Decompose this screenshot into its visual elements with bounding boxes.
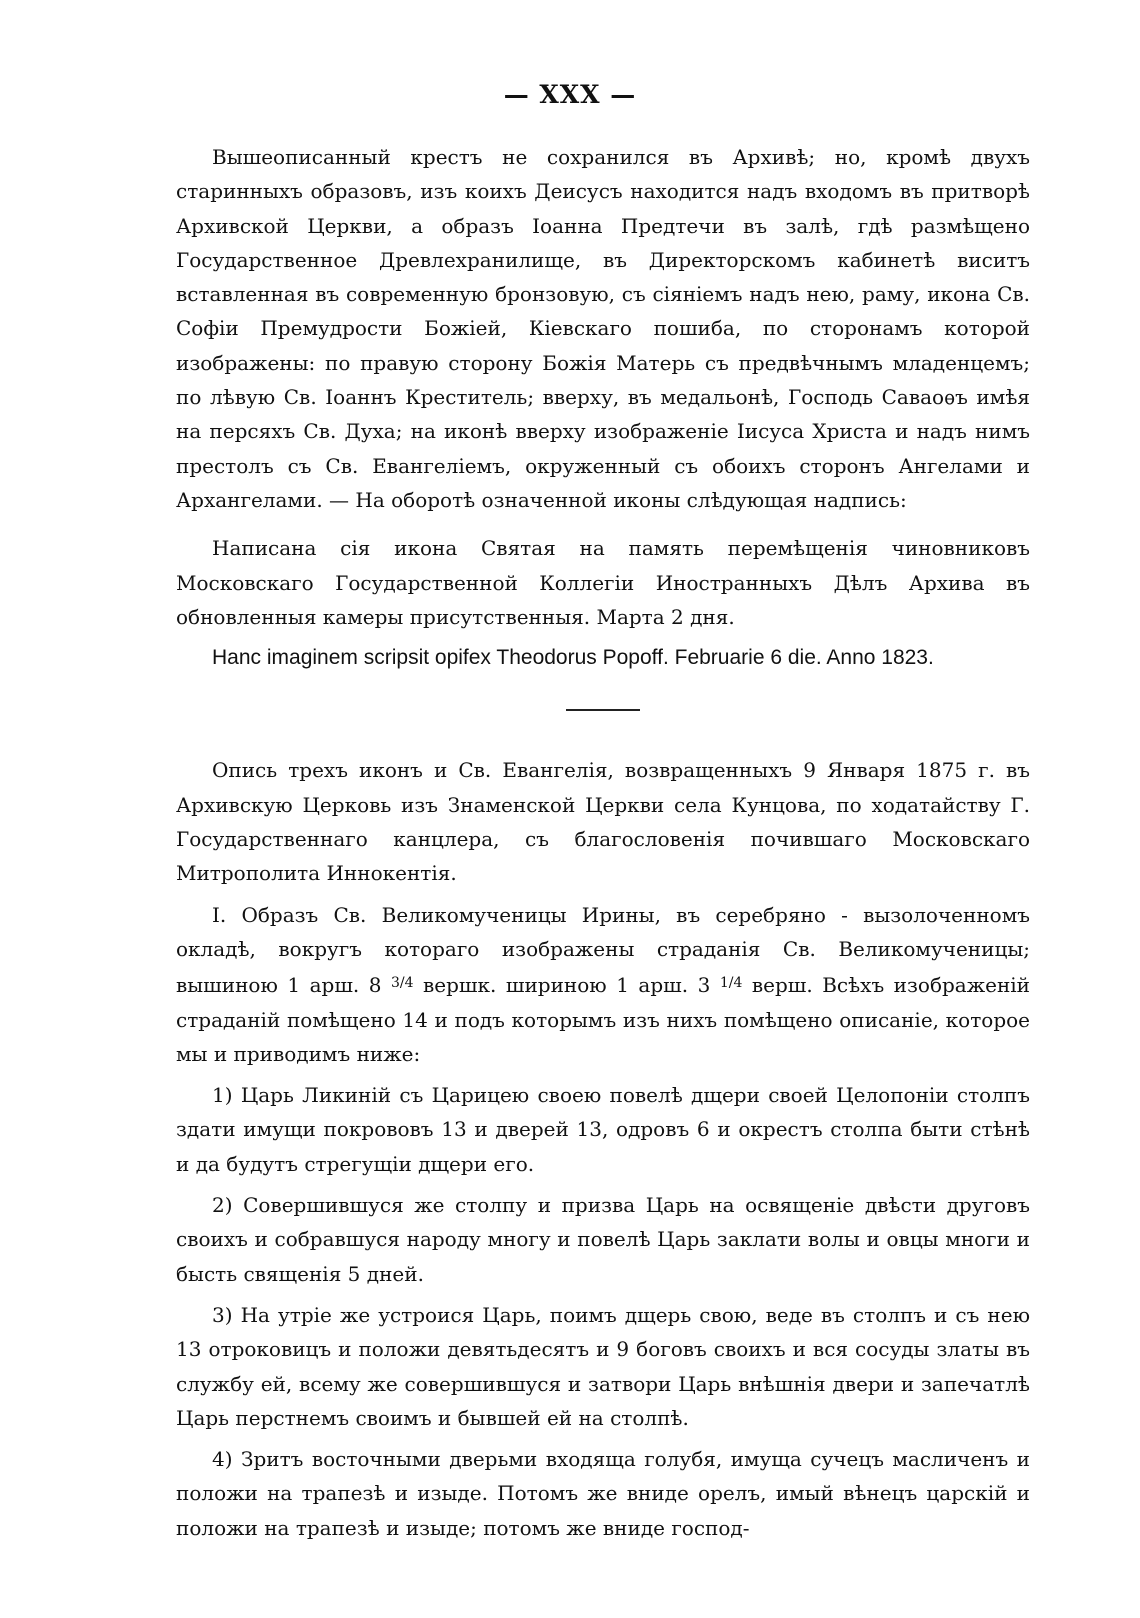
paragraph-cross-description: Вышеописанный крестъ не сохранился въ Архивѣ; но, кромѣ двухъ старинныхъ образовъ, изъ коихъ Деисусъ находится надъ входомъ въ притворѣ Архивской Церкви, а образъ Іоанна Предтечи въ залѣ, гдѣ размѣщено Государственное Древлехранилище, въ Директорскомъ кабинетѣ виситъ вставленная въ современную бронзовую, съ сіяніемъ надъ нею, раму, икона Св. Софіи Премудрости Божіей, Кіевскаго пошиба, по сторонамъ которой изображены: по правую сторону Божія Матерь съ предвѣчнымъ младенцемъ; по лѣвую Св. Іоаннъ Креститель; вверху, въ медальонѣ, Господь Саваоѳъ имѣя на персяхъ Св. Духа; на иконѣ вверху изображеніе Іисуса Христа и надъ нимъ престолъ съ Св. Евангеліемъ, окруженный съ обоихъ сторонъ Ангелами и Архангелами. — На оборотѣ означенной иконы слѣдующая надпись:: [176, 145, 1030, 512]
inscription-point-1: 1) Царь Ликиній съ Царицею своею повелѣ дщери своей Целопоніи столпъ здати имущи покрововъ 13 и дверей 13, одровъ 6 и окрестъ столпа быти стѣнѣ и да будутъ стрегущіи дщери его.: [176, 1083, 1030, 1176]
inscription-point-3: 3) На утріе же устроися Царь, поимъ дщерь свою, веде въ столпъ и съ нею 13 отроковицъ и положи девятьдесятъ и 9 боговъ своихъ и вся сосуды златы въ службу ей, всему же совершившуся и затвори Царь внѣшнія двери и запечатлѣ Царь перстнемъ своимъ и бывшей ей на столпѣ.: [176, 1302, 1030, 1430]
inscription-point-2: 2) Совершившуся же столпу и призва Царь на освященіе двѣсти друговъ своихъ и собравшуся народу многу и повелѣ Царь заклати волы и овцы многи и бысть священія 5 дней.: [176, 1193, 1030, 1286]
item-1-text-b: вершк. шириною 1 арш. 3: [423, 973, 711, 998]
item-1-text-c: верш. Всѣхъ изображеній страданій помѣщено 14 и подъ которымъ изъ нихъ помѣщено описаніе, которое мы и приводимъ ниже:: [176, 973, 1030, 1066]
inscription-latin: Hanc imaginem scripsit opifex Theodorus Popoff. Februarie 6 die. Anno 1823.: [212, 646, 934, 670]
page-content: [176, 140, 1030, 1545]
item-1-text-a: I. Образъ Св. Великомученицы Ирины, въ серебряно - вызолоченномъ окладѣ, вокругъ котораго изображены страданія Св. Великомученицы; вышиною 1 арш. 8: [176, 902, 1030, 998]
inscription-russian: Написана сія икона Святая на память перемѣщенія чиновниковъ Московскаго Государственной Коллегіи Иностранныхъ Дѣлъ Архива въ обновленныя камеры присутственныя. Марта 2 дня.: [176, 536, 1030, 629]
section-divider: [566, 709, 640, 711]
fraction-three-quarters: 3/4: [391, 975, 414, 992]
inscription-point-4: 4) Зритъ восточными дверьми входяща голубя, имуща сучецъ масличенъ и положи на трапезѣ и изыде. Потомъ же вниде орелъ, имый вѣнецъ царскій и положи на трапезѣ и изыде; потомъ же вниде господ-: [176, 1447, 1030, 1540]
page-number: — XXX —: [503, 80, 637, 109]
inventory-item-1: [176, 898, 1030, 1071]
inventory-intro: Опись трехъ иконъ и Св. Евангелія, возвращенныхъ 9 Января 1875 г. въ Архивскую Церковь изъ Знаменской Церкви села Кунцова, по ходатайству Г. Государственнаго канцлера, съ благословенія почившаго Московскаго Митрополита Иннокентія.: [176, 758, 1030, 886]
fraction-one-quarter: 1/4: [719, 975, 743, 992]
